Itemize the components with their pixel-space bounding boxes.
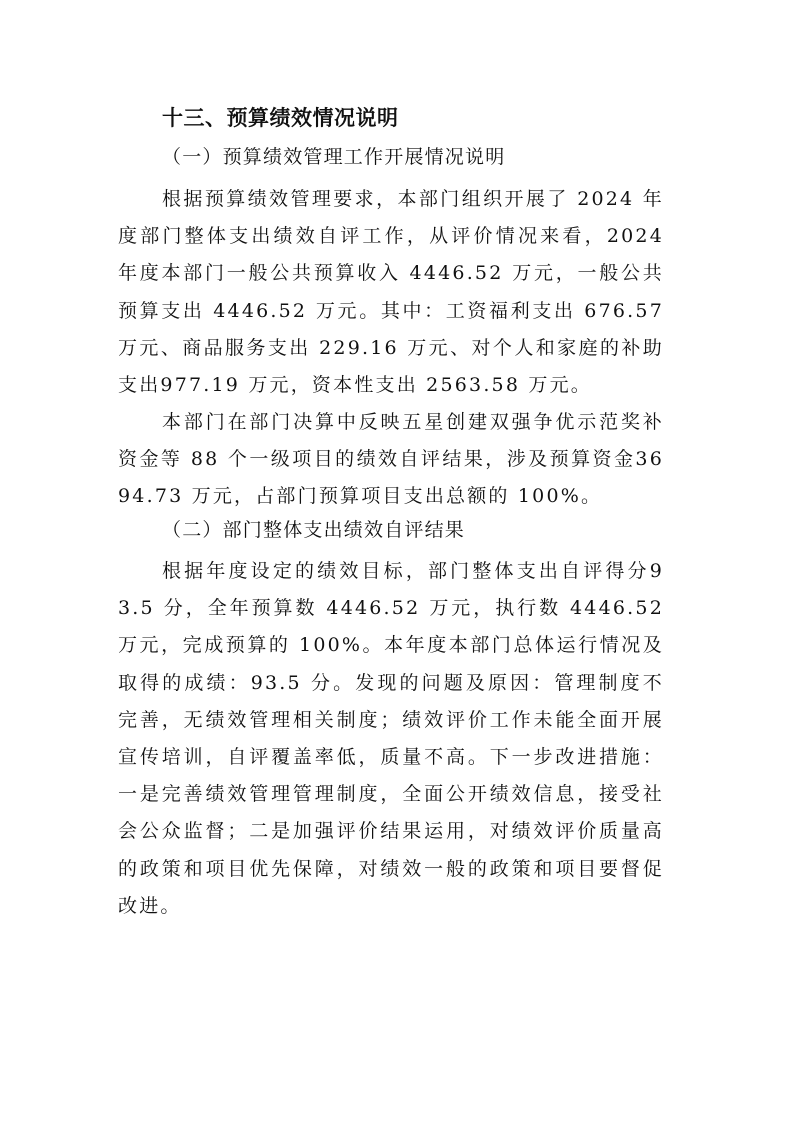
paragraph-performance-self-evaluation-budget: 根据预算绩效管理要求，本部门组织开展了 2024 年度部门整体支出绩效自评工作，从评价情况来看，2024 年度本部门一般公共预算收入 4446.52 万元，一般公共预算支出 4446.52 万元。其中：工资福利支出 676.57 万元、商品服务支出 229.16 万元、对个人和家庭的补助支出977.19 万元，资本性支出 2563.58 万元。 [118,188,664,397]
subsection-title-performance-management: （一）预算绩效管理工作开展情况说明 [162,146,506,168]
section-title: 十三、预算绩效情况说明 [162,106,399,130]
subsection-title-overall-evaluation-results: （二）部门整体支出绩效自评结果 [162,519,466,541]
paragraph-project-evaluation-results: 本部门在部门决算中反映五星创建双强争优示范奖补资金等 88 个一级项目的绩效自评结果，涉及预算资金3694.73 万元，占部门预算项目支出总额的 100%。 [118,411,664,508]
paragraph-overall-evaluation-and-improvements: 根据年度设定的绩效目标，部门整体支出自评得分93.5 分，全年预算数 4446.52 万元，执行数 4446.52 万元，完成预算的 100%。本年度本部门总体运行情况及取得的成绩：93.5 分。发现的问题及原因：管理制度不完善，无绩效管理相关制度；绩效评价工作未能全面开展宣传培训，自评覆盖率低，质量不高。下一步改进措施：一是完善绩效管理管理制度，全面公开绩效信息，接受社会公众监督；二是加强评价结果运用，对绩效评价质量高的政策和项目优先保障，对绩效一般的政策和项目要督促改进。 [118,560,664,917]
